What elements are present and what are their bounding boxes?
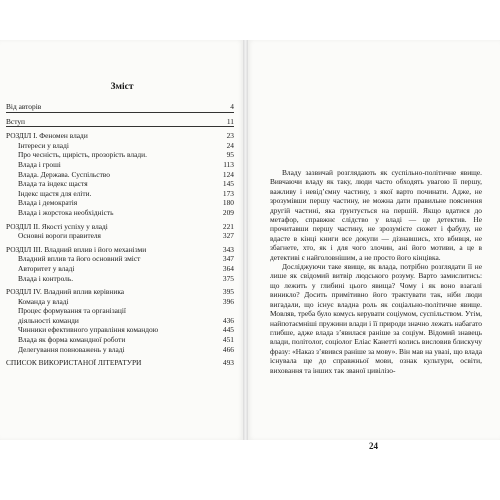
toc-entry-title: Влада і жорстока необхідність: [18, 207, 114, 217]
toc-entry-title: Влада і гроші: [18, 159, 61, 169]
toc-entry[interactable]: [6, 325, 234, 335]
toc-entry-title: Владний вплив та його основний зміст: [18, 254, 141, 264]
toc-page-number: 180: [222, 198, 234, 208]
toc-entry-title: Вступ: [6, 116, 25, 126]
toc-page-number: 11: [226, 116, 234, 126]
toc-page-number: 124: [222, 169, 234, 179]
toc-entry-title: СПИСОК ВИКОРИСТАНОЇ ЛІТЕРАТУРИ: [6, 358, 142, 368]
toc-page-number: 145: [222, 179, 234, 189]
toc-page-number: 209: [222, 207, 234, 217]
toc-section[interactable]: [6, 245, 234, 255]
toc-page-number: 347: [222, 254, 234, 264]
toc-entry[interactable]: [6, 160, 234, 170]
page-number: 24: [369, 441, 378, 451]
toc-page-number: 113: [223, 159, 234, 169]
toc-entry-title: Авторитет у владі: [18, 263, 75, 273]
paragraph: [270, 168, 482, 262]
toc-entry-title: Про чесність, щирість, прозорість влади.: [18, 150, 147, 160]
toc-entry[interactable]: [6, 254, 234, 264]
toc-page-number: 364: [222, 263, 234, 273]
toc-title: Зміст: [110, 82, 134, 92]
toc-entry[interactable]: [6, 306, 234, 316]
toc-entry-title: Від авторів: [6, 102, 42, 111]
toc-entry[interactable]: [6, 231, 234, 241]
toc-entry[interactable]: [6, 150, 234, 160]
toc-page-number: 466: [222, 344, 234, 354]
toc-entry-title: Влада. Держава. Суспільство: [18, 169, 110, 179]
toc-entry[interactable]: [6, 345, 234, 355]
toc-page-number: 173: [222, 188, 234, 198]
toc-entry[interactable]: [6, 141, 234, 151]
toc-entry-title: Влада та індекс щастя: [18, 179, 88, 189]
toc-page-number: 24: [226, 140, 234, 150]
toc-entry-title: РОЗДІЛ ІІ. Якості успіху у владі: [6, 221, 108, 231]
toc-entry-title: РОЗДІЛ ІІІ. Владний вплив і його механізми: [6, 244, 147, 254]
paragraph-text: Владу зазвичай розглядають як суспільно-політичне явище. Вивчаючи владу як таку, люди часто обходять увагою її першу, важливу і невідʼємну частину, з якої варто починати. Адже, не зрозумівши першу частину, не можна дати правильне пояснення другій частині, яка ґрунтується на першій. Якщо вдатися до метафор, справжнє слідство у владі — це детектив. Не прочитавши першу частину, не зрозумієте сюжет і фабулу, не вдасте в кінці книги все докупи — дізнавшись, хто вбивця, не збагнете, хто, як і для чого злочин, ані його мотиви, а це в детективі є найголовнішим, а не просто його кінцівка.: [270, 168, 482, 262]
toc-entry-title: Влада і контроль.: [18, 273, 74, 283]
toc-section[interactable]: [6, 222, 234, 232]
toc-entry-title: Індекс щастя для еліти.: [18, 188, 92, 198]
toc-page-number: 327: [222, 231, 234, 241]
toc-page-number: 23: [226, 131, 234, 141]
toc-page-number: 445: [222, 325, 234, 335]
toc-entry-title: Інтереси у владі: [18, 140, 69, 150]
toc-section[interactable]: [6, 102, 234, 113]
toc-entry-title: РОЗДІЛ IV. Владний вплив керівника: [6, 287, 125, 297]
toc-entry[interactable]: [6, 170, 234, 180]
table-of-contents: [6, 102, 234, 368]
toc-page-number: 221: [222, 221, 234, 231]
paragraph: [270, 262, 482, 375]
toc-page-number: 493: [222, 358, 234, 368]
toc-entry[interactable]: [6, 189, 234, 199]
toc-section[interactable]: [6, 131, 234, 141]
book-gutter: [243, 40, 248, 440]
paragraph-text: Досліджуючи таке явище, як влада, потрібно розглядати її не лише як свідомий витвір людського розуму. Варто замислитись: що лежить у глибині цього явища? Чому і як воно взагалі виникло? Досить примітивно його трактувати так, ніби люди вигадали, що існує владна роль як соціально-політичне явище. Мовляв, треба було комусь керувати соціумом, суспільством. Утім, найпотаємніші пружини влади і її природи значно лежать набагато глибше, адже влада зʼявилася раніше за соціум. Відомий знавець влади, політолог, соціолог Еліас Канетті колись висловив блискучу фразу: «Наказ зʼявився раніше за мову». Він мав на увазі, що влада існувала ще до справжньої мови, ознак культури, освіти, виховання та інших так званої цивілізо-: [270, 262, 482, 375]
toc-entry-title: Чинники ефективного управління командою: [18, 325, 159, 335]
toc-page-number: 343: [222, 244, 234, 254]
toc-entry-title: діяльності команди: [18, 315, 79, 325]
toc-section[interactable]: [6, 358, 234, 368]
toc-entry[interactable]: [6, 335, 234, 345]
body-text: [270, 168, 482, 375]
toc-entry[interactable]: [6, 179, 234, 189]
toc-page-number: 395: [222, 287, 234, 297]
toc-entry-title: Делегування повноважень у владі: [18, 344, 125, 354]
toc-entry[interactable]: [6, 316, 234, 326]
toc-entry[interactable]: [6, 297, 234, 307]
toc-entry-title: Влада як форма командної роботи: [18, 335, 126, 345]
toc-entry[interactable]: [6, 274, 234, 284]
toc-section[interactable]: [6, 287, 234, 297]
toc-page-number: 436: [222, 315, 234, 325]
toc-entry-title: Процес формування та організації: [18, 306, 126, 316]
toc-entry[interactable]: [6, 208, 234, 218]
toc-entry-title: РОЗДІЛ І. Феномен влади: [6, 131, 88, 141]
toc-page-number: 375: [222, 273, 234, 283]
toc-section[interactable]: [6, 117, 234, 128]
toc-page-number: 396: [222, 296, 234, 306]
toc-entry-title: Влада і демократія: [18, 198, 78, 208]
toc-entry[interactable]: [6, 198, 234, 208]
toc-page-number: 95: [226, 150, 234, 160]
toc-entry[interactable]: [6, 264, 234, 274]
toc-page-number: 4: [230, 102, 234, 111]
toc-entry-title: Основні вороги правителя: [18, 231, 101, 241]
toc-page-number: 451: [222, 335, 234, 345]
toc-entry-title: Команда у владі: [18, 296, 69, 306]
